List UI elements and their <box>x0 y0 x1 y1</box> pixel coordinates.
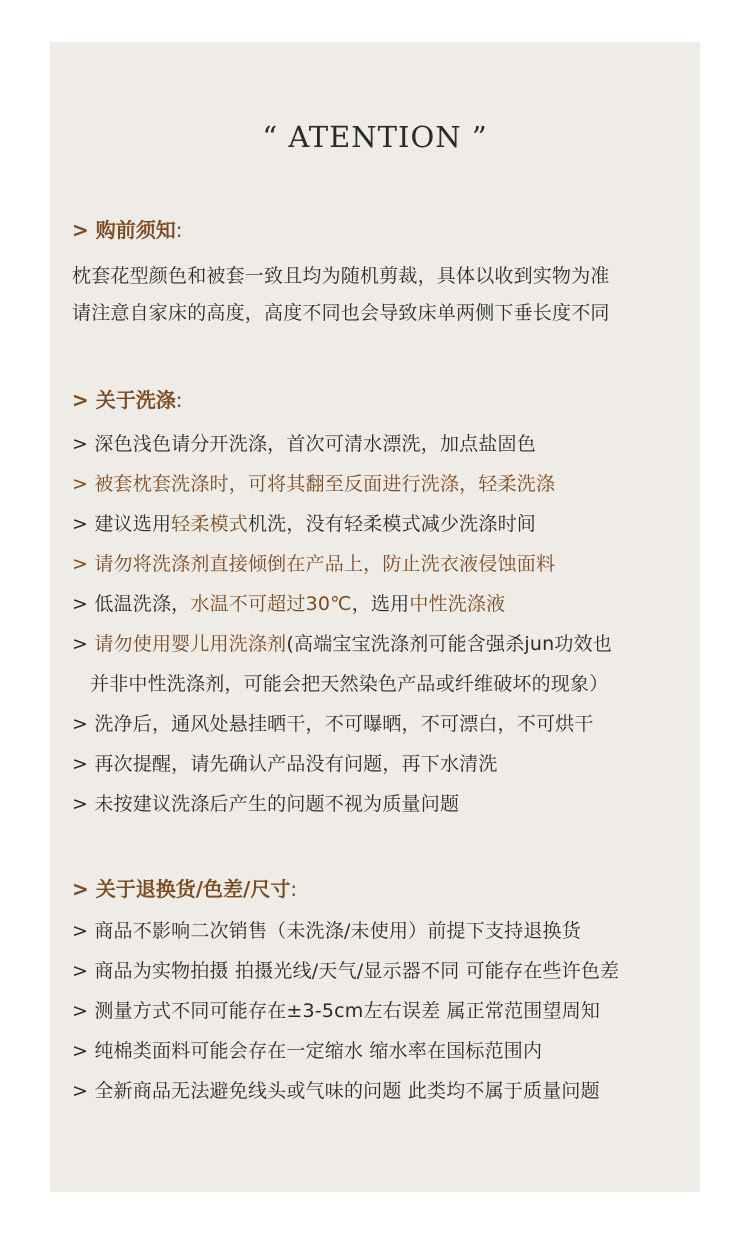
section-heading-washing: > 关于洗涤: <box>72 388 183 412</box>
returns-line-5: > 全新商品无法避免线头或气味的问题 此类均不属于质量问题 <box>72 1080 600 1102</box>
returns-line-1: > 商品不影响二次销售（未洗涤/未使用）前提下支持退换货 <box>72 920 581 942</box>
returns-line-4: > 纯棉类面料可能会存在一定缩水 缩水率在国标范围内 <box>72 1040 543 1062</box>
washing-line-6: > 请勿使用婴儿用洗涤剂(高端宝宝洗涤剂可能含强杀jun功效也 <box>72 633 612 655</box>
purchase-line-1: 枕套花型颜色和被套一致且均为随机剪裁，具体以收到实物为准 <box>72 265 610 287</box>
section-heading-purchase: > 购前须知: <box>72 218 183 242</box>
washing-line-5: > 低温洗涤，水温不可超过30℃，选用中性洗涤液 <box>72 593 506 615</box>
page-title: “ ATENTION ” <box>262 120 488 154</box>
washing-line-9: > 再次提醒，请先确认产品没有问题，再下水清洗 <box>72 753 498 775</box>
section-heading-returns: > 关于退换货/色差/尺寸: <box>72 877 298 901</box>
washing-line-1: > 深色浅色请分开洗涤，首次可清水漂洗，加点盐固色 <box>72 433 536 455</box>
purchase-line-2: 请注意自家床的高度，高度不同也会导致床单两侧下垂长度不同 <box>72 302 610 324</box>
washing-line-10: > 未按建议洗涤后产生的问题不视为质量问题 <box>72 793 460 815</box>
returns-line-3: > 测量方式不同可能存在±3-5cm左右误差 属正常范围望周知 <box>72 1000 601 1022</box>
washing-line-7: 并非中性洗涤剂，可能会把天然染色产品或纤维破坏的现象） <box>90 673 609 695</box>
washing-line-8: > 洗净后，通风处悬挂晒干，不可曝晒，不可漂白，不可烘干 <box>72 713 594 735</box>
washing-line-4: > 请勿将洗涤剂直接倾倒在产品上，防止洗衣液侵蚀面料 <box>72 553 556 575</box>
washing-line-2: > 被套枕套洗涤时，可将其翻至反面进行洗涤，轻柔洗涤 <box>72 473 556 495</box>
returns-line-2: > 商品为实物拍摄 拍摄光线/天气/显示器不同 可能存在些许色差 <box>72 960 620 982</box>
washing-line-3: > 建议选用轻柔模式机洗，没有轻柔模式减少洗涤时间 <box>72 513 536 535</box>
